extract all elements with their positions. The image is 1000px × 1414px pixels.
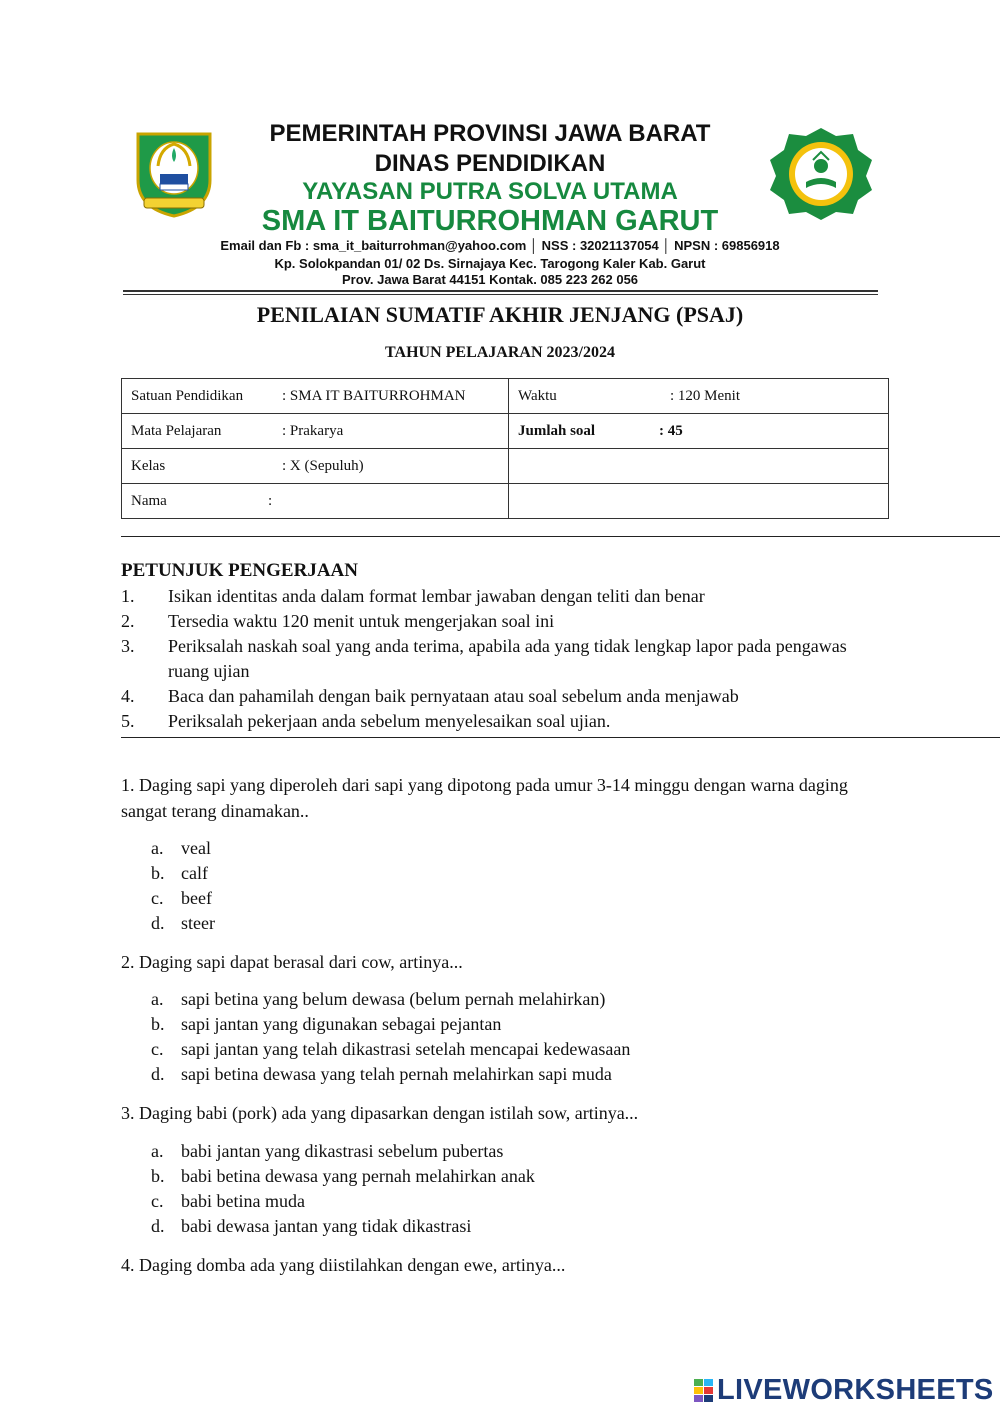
option-item[interactable] bbox=[151, 987, 630, 1012]
item-number: 2. bbox=[121, 611, 135, 631]
option-item[interactable] bbox=[151, 1139, 535, 1164]
info-cell-empty bbox=[509, 449, 889, 484]
liveworksheets-icon bbox=[693, 1378, 715, 1404]
question-1: 1. Daging sapi yang diperoleh dari sapi yang dipotong pada umur 3-14 minggu dengan warna daging sangat terang dinamakan.. bbox=[121, 775, 848, 821]
section-divider bbox=[121, 536, 1000, 537]
letterhead-contact: Email dan Fb : sma_it_baiturrohman@yahoo.com │ NSS : 32021137054 │ NPSN : 69856918 bbox=[220, 238, 780, 253]
info-cell bbox=[122, 414, 509, 449]
info-cell[interactable] bbox=[122, 484, 509, 519]
letterhead-address: Kp. Solokpandan 01/ 02 Ds. Sirnajaya Kec. Tarogong Kaler Kab. Garut bbox=[274, 256, 706, 271]
table-row bbox=[122, 414, 889, 449]
question-1-options bbox=[151, 836, 215, 936]
option-item[interactable] bbox=[151, 886, 215, 911]
satuan-value: : SMA IT BAITURROHMAN bbox=[282, 387, 466, 404]
mapel-value: : Prakarya bbox=[282, 422, 344, 439]
option-text: calf bbox=[181, 863, 208, 883]
option-item[interactable] bbox=[151, 836, 215, 861]
academic-year: TAHUN PELAJARAN 2023/2024 bbox=[385, 344, 615, 361]
info-cell bbox=[122, 449, 509, 484]
option-text: sapi jantan yang digunakan sebagai pejantan bbox=[181, 1014, 502, 1034]
list-item bbox=[121, 634, 881, 684]
info-cell bbox=[509, 414, 889, 449]
option-text: veal bbox=[181, 838, 211, 858]
option-item[interactable] bbox=[151, 1062, 630, 1087]
option-item[interactable] bbox=[151, 861, 215, 886]
option-letter: d. bbox=[151, 1064, 165, 1084]
waktu-value: : 120 Menit bbox=[670, 387, 740, 404]
letterhead-foundation: YAYASAN PUTRA SOLVA UTAMA bbox=[302, 178, 678, 205]
letterhead-school-name: SMA IT BAITURROHMAN GARUT bbox=[261, 205, 719, 237]
question-3-options bbox=[151, 1139, 535, 1239]
option-text: sapi betina dewasa yang telah pernah melahirkan sapi muda bbox=[181, 1064, 612, 1084]
kelas-value: : X (Sepuluh) bbox=[282, 457, 364, 474]
item-text: Periksalah naskah soal yang anda terima, apabila ada yang tidak lengkap lapor pada pengawas ruang ujian bbox=[168, 636, 847, 681]
satuan-label: Satuan Pendidikan bbox=[131, 387, 244, 404]
option-text: babi betina muda bbox=[181, 1191, 305, 1211]
option-item[interactable] bbox=[151, 1164, 535, 1189]
option-item[interactable] bbox=[151, 1037, 630, 1062]
item-number: 5. bbox=[121, 711, 135, 731]
letterhead-department: DINAS PENDIDIKAN bbox=[374, 150, 606, 177]
letterhead-divider bbox=[123, 290, 878, 292]
item-text: Isikan identitas anda dalam format lembar jawaban dengan teliti dan benar bbox=[168, 586, 705, 606]
table-row bbox=[122, 379, 889, 414]
option-item[interactable] bbox=[151, 911, 215, 936]
option-text: babi betina dewasa yang pernah melahirkan anak bbox=[181, 1166, 535, 1186]
option-letter: d. bbox=[151, 1216, 165, 1236]
jumlah-label: Jumlah soal bbox=[518, 422, 596, 439]
list-item bbox=[121, 709, 881, 734]
instructions-list bbox=[121, 584, 881, 734]
option-text: sapi betina yang belum dewasa (belum pernah melahirkan) bbox=[181, 989, 606, 1009]
list-item bbox=[121, 584, 881, 609]
liveworksheets-logo bbox=[693, 1374, 994, 1407]
option-letter: d. bbox=[151, 913, 165, 933]
table-row bbox=[122, 449, 889, 484]
option-text: beef bbox=[181, 888, 212, 908]
item-text: Tersedia waktu 120 menit untuk mengerjakan soal ini bbox=[168, 611, 555, 631]
table-row bbox=[122, 484, 889, 519]
option-item[interactable] bbox=[151, 1214, 535, 1239]
list-item bbox=[121, 609, 881, 634]
kelas-label: Kelas bbox=[131, 457, 166, 474]
item-number: 3. bbox=[121, 636, 135, 656]
exam-info-table bbox=[121, 378, 889, 519]
question-4: 4. Daging domba ada yang diistilahkan dengan ewe, artinya... bbox=[121, 1255, 566, 1275]
option-letter: c. bbox=[151, 888, 164, 908]
nama-label: Nama bbox=[131, 492, 167, 509]
option-letter: b. bbox=[151, 1014, 165, 1034]
option-text: steer bbox=[181, 913, 215, 933]
jumlah-value: : 45 bbox=[659, 422, 683, 439]
mapel-label: Mata Pelajaran bbox=[131, 422, 222, 439]
letterhead-divider-thin bbox=[123, 294, 878, 295]
option-text: babi dewasa jantan yang tidak dikastrasi bbox=[181, 1216, 472, 1236]
option-item[interactable] bbox=[151, 1012, 630, 1037]
list-item bbox=[121, 684, 881, 709]
option-letter: a. bbox=[151, 838, 164, 858]
item-number: 4. bbox=[121, 686, 135, 706]
item-number: 1. bbox=[121, 586, 135, 606]
instructions-title: PETUNJUK PENGERJAAN bbox=[121, 560, 358, 581]
info-cell bbox=[509, 379, 889, 414]
question-2-options bbox=[151, 987, 630, 1087]
question-3: 3. Daging babi (pork) ada yang dipasarkan dengan istilah sow, artinya... bbox=[121, 1103, 639, 1123]
info-cell-empty bbox=[509, 484, 889, 519]
option-text: sapi jantan yang telah dikastrasi setelah mencapai kedewasaan bbox=[181, 1039, 631, 1059]
option-letter: b. bbox=[151, 863, 165, 883]
nama-field[interactable]: : bbox=[268, 492, 273, 509]
option-letter: a. bbox=[151, 989, 164, 1009]
option-letter: c. bbox=[151, 1039, 164, 1059]
option-letter: b. bbox=[151, 1166, 165, 1186]
option-item[interactable] bbox=[151, 1189, 535, 1214]
letterhead-address-2: Prov. Jawa Barat 44151 Kontak. 085 223 262 056 bbox=[341, 272, 639, 287]
question-2: 2. Daging sapi dapat berasal dari cow, artinya... bbox=[121, 952, 463, 972]
waktu-label: Waktu bbox=[518, 387, 557, 404]
option-letter: c. bbox=[151, 1191, 164, 1211]
page-title: PENILAIAN SUMATIF AKHIR JENJANG (PSAJ) bbox=[256, 302, 744, 327]
letterhead-government: PEMERINTAH PROVINSI JAWA BARAT bbox=[269, 120, 711, 147]
section-divider bbox=[121, 737, 1000, 738]
option-text: babi jantan yang dikastrasi sebelum pubertas bbox=[181, 1141, 504, 1161]
option-letter: a. bbox=[151, 1141, 164, 1161]
item-text: Baca dan pahamilah dengan baik pernyataan atau soal sebelum anda menjawab bbox=[168, 686, 739, 706]
item-text: Periksalah pekerjaan anda sebelum menyelesaikan soal ujian. bbox=[168, 711, 611, 731]
info-cell bbox=[122, 379, 509, 414]
liveworksheets-wordmark: LIVEWORKSHEETS bbox=[717, 1374, 994, 1406]
